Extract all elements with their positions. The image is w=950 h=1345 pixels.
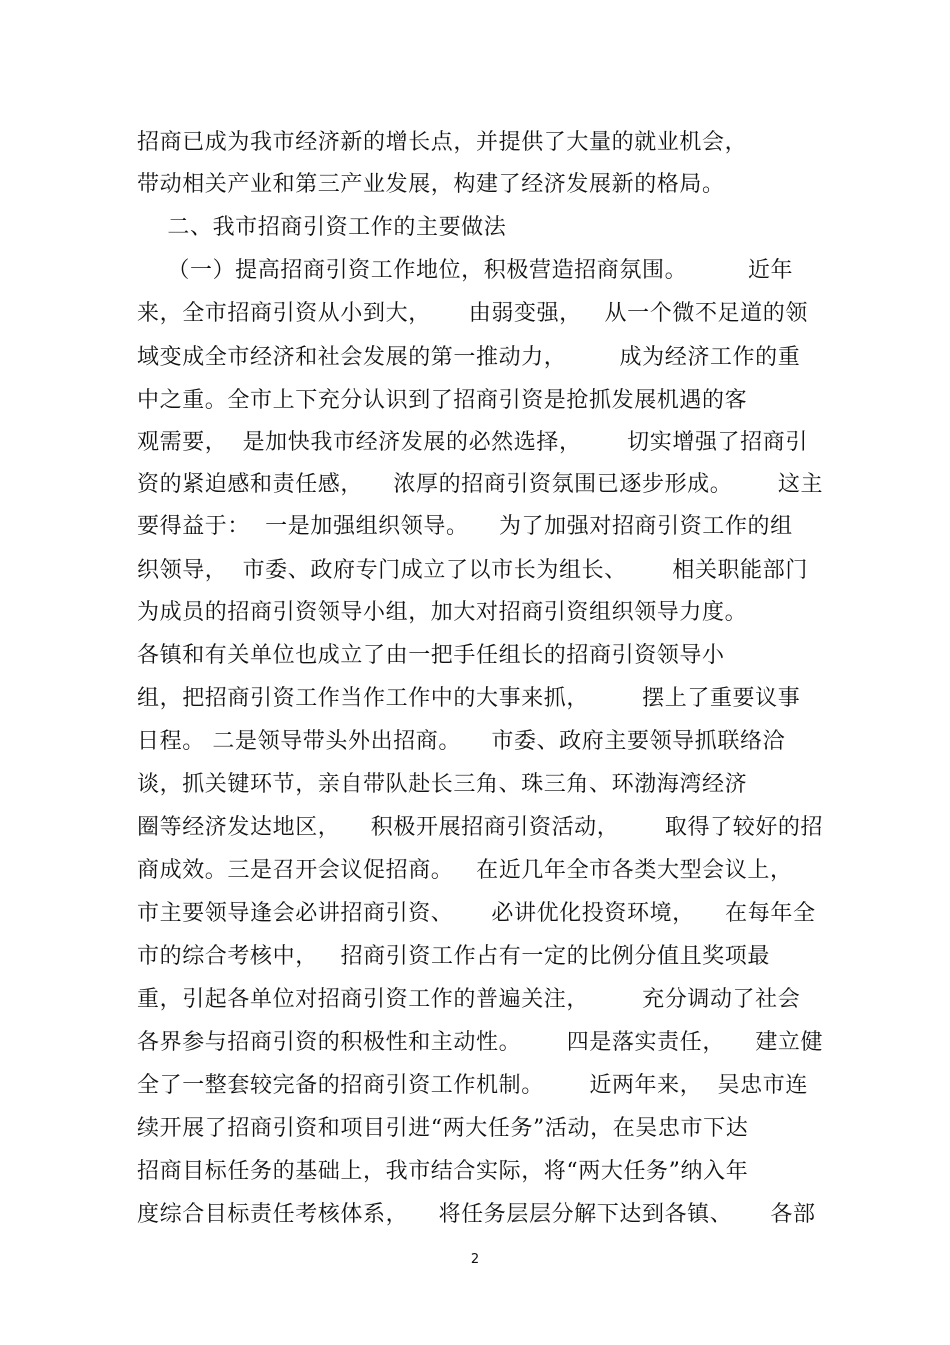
paragraph-line: 招商目标任务的基础上，我市结合实际，将“两大任务”纳入年: [137, 1159, 749, 1184]
paragraph-line: 圈等经济发达地区， 积极开展招商引资活动， 取得了较好的招: [137, 815, 824, 840]
paragraph-line: 织领导， 市委、政府专门成立了以市长为组长、 相关职能部门: [137, 558, 808, 583]
paragraph-line: 市主要领导逢会必讲招商引资、 必讲优化投资环境， 在每年全: [137, 901, 816, 926]
paragraph-line: 商成效。三是召开会议促招商。 在近几年全市各类大型会议上，: [137, 858, 793, 883]
paragraph-line: 招商已成为我市经济新的增长点，并提供了大量的就业机会，: [137, 130, 748, 155]
paragraph-line: 中之重。全市上下充分认识到了招商引资是抢抓发展机遇的客: [137, 388, 748, 413]
paragraph-line: 日程。 二是领导带头外出招商。 市委、政府主要领导抓联络洽: [137, 729, 786, 754]
paragraph-line: 域变成全市经济和社会发展的第一推动力， 成为经济工作的重: [137, 345, 801, 370]
paragraph-line: （一）提高招商引资工作地位，积极营造招商氛围。 近年: [137, 258, 794, 283]
paragraph-line: 度综合目标责任考核体系， 将任务层层分解下达到各镇、 各部: [137, 1202, 816, 1227]
paragraph-line: 资的紧迫感和责任感， 浓厚的招商引资氛围已逐步形成。 这主: [137, 472, 824, 497]
paragraph-line: 二、我市招商引资工作的主要做法: [137, 215, 507, 240]
paragraph-line: 重，引起各单位对招商引资工作的普遍关注， 充分调动了社会: [137, 987, 801, 1012]
paragraph-line: 各镇和有关单位也成立了由一把手任组长的招商引资领导小: [137, 643, 725, 668]
paragraph-line: 组，把招商引资工作当作工作中的大事来抓， 摆上了重要议事: [137, 686, 801, 711]
paragraph-line: 来，全市招商引资从小到大， 由弱变强， 从一个微不足道的领: [137, 301, 808, 326]
paragraph-line: 要得益于： 一是加强组织领导。 为了加强对招商引资工作的组: [137, 514, 793, 539]
paragraph-line: 各界参与招商引资的积极性和主动性。 四是落实责任， 建立健: [137, 1030, 824, 1055]
paragraph-line: 续开展了招商引资和项目引进“两大任务”活动，在吴忠市下达: [137, 1116, 749, 1141]
paragraph-line: 全了一整套较完备的招商引资工作机制。 近两年来， 吴忠市连: [137, 1073, 808, 1098]
paragraph-line: 观需要， 是加快我市经济发展的必然选择， 切实增强了招商引: [137, 430, 808, 455]
paragraph-line: 谈，抓关键环节，亲自带队赴长三角、珠三角、环渤海湾经济: [137, 772, 748, 797]
paragraph-line: 带动相关产业和第三产业发展，构建了经济发展新的格局。: [137, 172, 725, 197]
page-number: 2: [470, 1252, 480, 1267]
paragraph-line: 市的综合考核中， 招商引资工作占有一定的比例分值且奖项最: [137, 944, 770, 969]
paragraph-line: 为成员的招商引资领导小组，加大对招商引资组织领导力度。: [137, 600, 748, 625]
